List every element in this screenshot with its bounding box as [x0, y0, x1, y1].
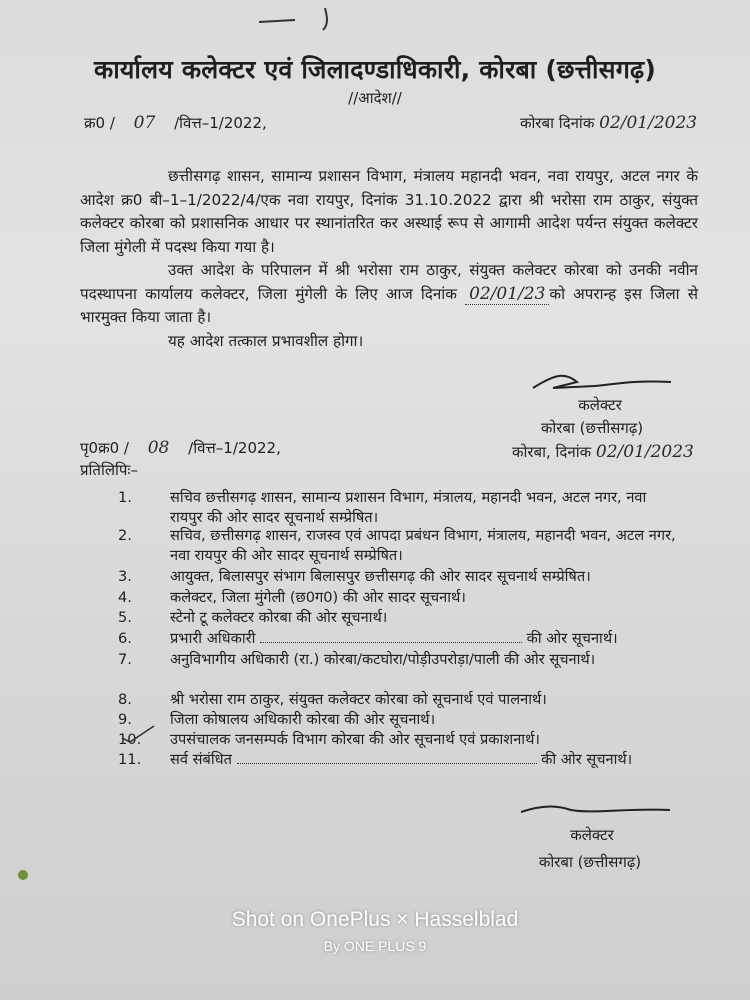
endorsement-date-value: 02/01/2023 [595, 442, 694, 462]
signatory-place: कोरबा (छत्तीसगढ़) [540, 419, 644, 437]
office-title: कार्यालय कलेक्टर एवं जिलादण्डाधिकारी, कोरबा (छत्तीसगढ़) [94, 55, 656, 84]
stain-mark [18, 870, 28, 880]
paragraph-2: उक्त आदेश के परिपालन में श्री भरोसा राम ठाकुर, संयुक्त कलेक्टर कोरबा को उनकी नवीन पदस्थापना कार्यालय कलेक्टर, जिला मुंगेली के लिए आज दिनांक 02/01/23 को अपरान्ह इस जिला से भारमुक्त किया जाता है। [80, 261, 699, 326]
order-heading: //आदेश// [348, 89, 402, 107]
copy-list: 1. सचिव छत्तीसगढ़ शासन, सामान्य प्रशासन विभाग, मंत्रालय, महानदी भवन, अटल नगर, नवा रायपुर की ओर सादर सूचनार्थ सम्प्रेषित। 2. सचिव, छत्तीसगढ़ शासन, राजस्व एवं आपदा प्रबंधन विभाग, मंत्रालय, महानदी भवन, अटल नगर, नवा रायपुर की ओर सादर सूचनार्थ सम्प्रेषित। 3. आयुक्त, बिलासपुर संभाग बिलासपुर छत्तीसगढ़ की ओर सादर सूचनार्थ सम्प्रेषित। 4. कलेक्टर, जिला मुंगेली (छ0ग0) की ओर सादर सूचनार्थ। 5. स्टेनो टू कलेक्टर कोरबा की ओर सूचनार्थ। 6. प्रभारी अधिकारी की ओर सूचनार्थ। 7. अनुविभागीय अधिकारी (रा.) कोरबा/कटघोरा/पोड़ीउपरोड़ा/पाली की ओर सूचनार्थ। 8. श्री भरोसा राम ठाकुर, संयुक्त कलेक्टर कोरबा को सूचनार्थ एवं पालनार्थ। 9. जिला कोषालय अधिकारी कोरबा की ओर सूचनार्थ। 10. उपसंचालक जनसम्पर्क विभाग कोरबा की ओर सूचनार्थ एवं प्रकाशनार्थ। 11. सर्व संबंधित की ओर सूचनार्थ। [118, 489, 676, 768]
order-date-value: 02/01/2023 [599, 113, 698, 133]
signature-icon [515, 798, 675, 820]
signatory-role: कलेक्टर [578, 396, 622, 414]
signature-icon [525, 368, 675, 396]
signatory-role-2: कलेक्टर [570, 826, 614, 844]
signatory-place-2: कोरबा (छत्तीसगढ़) [538, 853, 642, 871]
endorsement-reference: पृ0क्र0 / 08 /वित्त–1/2022, [80, 438, 281, 458]
relieve-date: 02/01/23 [465, 284, 549, 305]
handwritten-mark-icon [255, 6, 345, 32]
endorsement-date: कोरबा, दिनांक 02/01/2023 [512, 442, 694, 462]
copy-label: प्रतिलिपिः– [80, 461, 138, 479]
order-number: 07 [133, 113, 156, 133]
order-date: कोरबा दिनांक 02/01/2023 [520, 113, 698, 133]
blank-line [260, 632, 522, 643]
order-body [80, 165, 698, 353]
order-reference: क्र0 / 07 /वित्त–1/2022, [84, 113, 267, 133]
blank-line [237, 753, 537, 764]
paragraph-3: यह आदेश तत्काल प्रभावशील होगा। [168, 331, 364, 350]
camera-watermark-model: By ONE PLUS 9 [323, 938, 427, 954]
camera-watermark: Shot on OnePlus × Hasselblad [231, 908, 519, 931]
paragraph-1: छत्तीसगढ़ शासन, सामान्य प्रशासन विभाग, मंत्रालय महानदी भवन, नवा रायपुर, अटल नगर के आदेश क्र0 बी–1–1/2022/4/एक नवा रायपुर, दिनांक 31.10.2022 द्वारा श्री भरोसा राम ठाकुर, संयुक्त कलेक्टर कोरबा को प्रशासनिक आधार पर स्थानांतरित कर अस्थाई रूप से आगामी आदेश पर्यन्त संयुक्त कलेक्टर जिला मुंगेली में पदस्थ किया गया है। [80, 167, 698, 256]
endorsement-number: 08 [147, 438, 170, 458]
tick-mark-icon [118, 724, 158, 744]
